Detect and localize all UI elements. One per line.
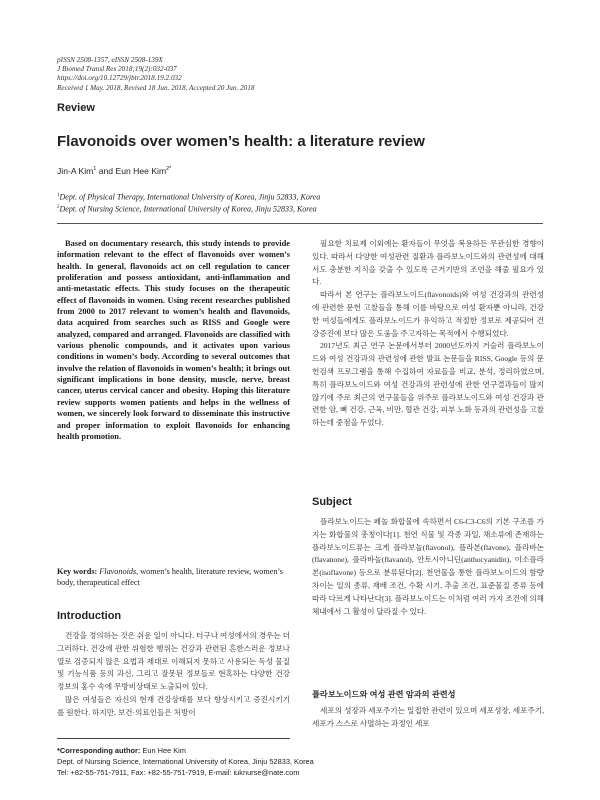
header-divider (57, 223, 543, 224)
author-affil-marker: 1 (93, 166, 97, 173)
affiliation-text: Dept. of Nursing Science, International University of Korea, Jinju 52833, Korea (59, 204, 317, 214)
keywords-label: Key words: (57, 567, 98, 576)
body-paragraph: 플라보노이드는 페놀 화합물에 속하면서 C6-C3-C6의 기본 구조를 가지는 화합물의 총칭이다[1]. 천연 식물 및 각종 과일, 채소류에 존재하는 플라보노이드류는 크게 플라보놀(flavonol), 플라본(flavone), 플라바논(flavanone), 플라바놀(flavanol), 안토시아니딘(anthocyanidin), 이소플라본(isoflavone) 등으로 분류된다[2]. 천연물을 통한 플라보노이드의 함량 차이는 일의 종류, 재배 조건, 수확 시기, 추출 조건, 표준물질 종류 등에 따라 다르게 나타난다[3]. 플라보노이드는 이처럼 여러 가지 조건에 의해 체내에서 그 활성이 달라질 수 있다. (312, 517, 544, 616)
keywords (57, 566, 290, 588)
body-paragraph: 2017년도 최근 연구 논문에서부터 2000년도까지 거슬러 플라보노이드와 여성 건강과의 관련성에 관한 발표 논문들을 RISS, Google 등의 문헌검색 프로그램을 통해 수집하여 자료들을 비교, 분석, 정리하였으며, 특히 플라보노이드와 여성 건강과의 관련성에 관한 연구결과들이 많지 않기에 주로 최근의 연구물들을 위주로 플라보노이드와 여성 건강과 관련한 암, 뼈 건강, 근육, 비만, 혈관 건강, 피부 노화 등과의 관련성을 고찰하는데 중점을 두었다. (312, 341, 544, 428)
body-paragraph: 필요한 치료제 이외에는 환자들이 무엇을 복용하든 무관심한 경향이 있다. 따라서 다양한 여성관련 질환과 플라보노이드와의 관련성에 대해서도 충분한 지식을 갖출 수 있도록 근거기반의 조언을 해줄 필요가 있다. (312, 239, 544, 287)
affiliation-text: Dept. of Physical Therapy, International University of Korea, Jinju 52833, Korea (59, 192, 321, 202)
author-name: Jin-A Kim (57, 166, 94, 176)
subject-body (312, 516, 544, 618)
affiliation-marker: 2 (57, 205, 60, 211)
author-name: Eun Hee Kim (115, 166, 167, 176)
body-paragraph: 건강을 정의하는 것은 쉬운 일이 아니다. 터구나 여성에서의 경우는 더 그러하다. 건강에 관한 위험한 행위는 건강과 관련된 흔한스러운 정보나열로 검증되지 않은 요법과 제대로 이해되지 못하고 사용되는 독성 물질 및 기능식품 등의 과신, 그리고 잘못된 정보들로 현혹하는 다양한 건강 정보의 홍수 속에 무방비상태로 노출되어 있다. (57, 631, 290, 692)
affiliation-marker: 1 (57, 193, 60, 198)
section-heading-subject: Subject (312, 496, 352, 508)
body-paragraph: 많은 여성들은 자신의 현재 건강상태를 보다 향상시키고 증진시키기를 원한다. 하지만, 보건·의료인들은 처방이 (57, 694, 290, 717)
corresponding-author-address: Dept. of Nursing Science, International University of Korea, Jinju 52833, Korea (57, 757, 314, 767)
article-type-label: Review (57, 102, 95, 114)
received-dates: Received 1 May. 2018, Revised 18 Jun. 2018, Accepted 20 Jun. 2018 (57, 83, 255, 92)
subsection-body (312, 705, 544, 731)
corresponding-author-label: *Corresponding author: (57, 746, 141, 755)
author-conjunction: and (96, 166, 116, 176)
keywords-rest: , women’s health, literature review, women’s body, therapeutical effect (57, 567, 283, 587)
article-title: Flavonoids over women’s health: a literature review (57, 133, 425, 150)
right-column-body (312, 238, 544, 430)
journal-header (57, 56, 357, 93)
subsection-heading: 플라보노이드와 여성 관련 암과의 관련성 (312, 690, 456, 699)
issn-line: pISSN 2508-1357, eISSN 2508-139X (57, 56, 163, 64)
author-list (57, 166, 171, 176)
affiliation-line (57, 191, 320, 203)
footnote-divider (57, 738, 290, 739)
author-affil-marker: 2* (166, 166, 172, 173)
section-heading-introduction: Introduction (57, 610, 122, 622)
affiliation-line (57, 203, 320, 215)
body-paragraph: 따라서 본 연구는 플라보노이드(flavonoids)와 여성 건강과의 관련성에 관련한 문헌 고찰들을 통해 이를 바탕으로 여성 환자뿐 아니라, 건강한 여성들에게도 플라보노이드가 유익하고 적절한 정보로 제공되어 건강증진에 보다 많은 도움을 주고자하는 목적에서 수행되었다. (312, 290, 544, 338)
doi-link[interactable]: https://doi.org/10.12729/jbtr.2018.19.2.032 (57, 74, 182, 83)
abstract-text: Based on documentary research, this study intends to provide information relevant to the effect of flavonoids over women’s health. In general, flavonoids act on cell regulation to cancer proliferation and possess antioxidant, anti-inflammation and anti-metastatic effects. This study focuses on the therapeutic effect of flavonoids in women. Using recent researches published from 2000 to 2017 relevant to women’s health and flavonoids, data acquired from searches such as RISS and Google were analyzed, compared and arranged. Flavonoids are classified with various phenolic compounds, and it activates upon various conditions in women’s body. According to several outcomes that involve the relation of flavonoids in women’s health; it brings out significant implications in bone density, muscle, nerve, breast cancer, uterus cervical cancer and obesity. Hoping this literature review supports women patients and helps in the wellness of women, we sincerely look forward to disseminate this instructive and proper information to exploit flavonoids for enhancing health promotion. (57, 239, 290, 441)
corresponding-author-footnote (57, 745, 543, 779)
corresponding-author-name: Eun Hee Kim (140, 746, 186, 755)
journal-citation: J Biomed Transl Res 2018;19(2):032-037 (57, 65, 177, 74)
keyword-first: Flavonoids (99, 567, 137, 576)
body-paragraph: 세포의 성장과 세포주기는 밀접한 관련이 있으며 세포성장, 세포주기, 세포가 스스로 사멸하는 과정인 세포 (312, 706, 544, 728)
introduction-body (57, 630, 290, 720)
corresponding-author-contact: Tel: +82-55-751-7911, Fax: +82-55-751-7919, E-mail: iuknurse@nate.com (57, 768, 300, 778)
corresponding-author-line (57, 745, 543, 756)
affiliations (57, 191, 320, 215)
